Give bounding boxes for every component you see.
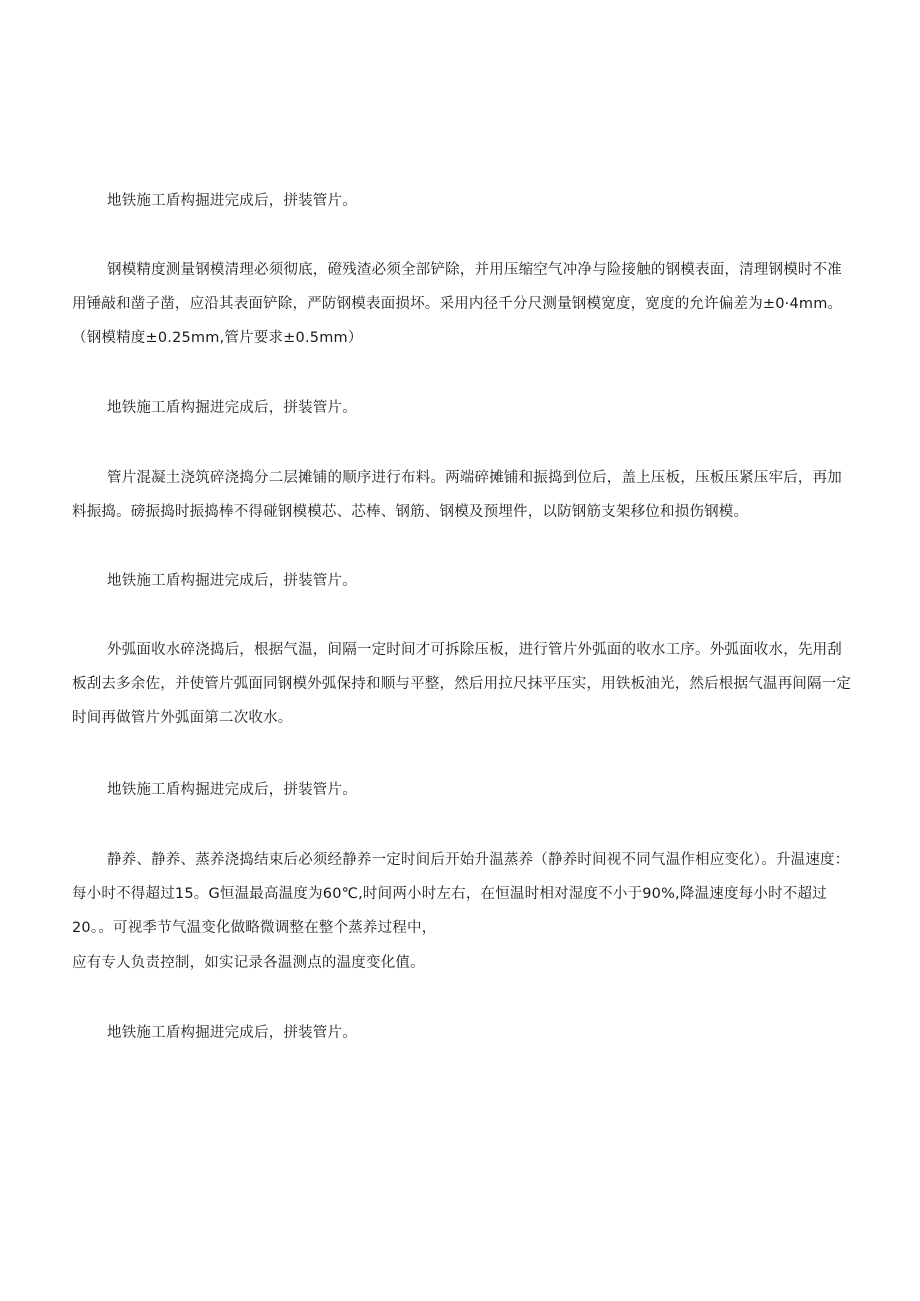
paragraph-curing: 静养、静养、蒸养浇捣结束后必须经静养一定时间后开始升温蒸养（静养时间视不同气温作相应变化）。升温速度：每小时不得超过15。G恒温最高温度为60℃,时间两小时左右，在恒温时相对湿度不小于90%,降温速度每小时不超过20。。可视季节气温变化做略微调整在整个蒸养过程中，: [72, 852, 850, 936]
paragraph-steel-mold-precision: 钢模精度测量钢模清理必须彻底，磴残渣必须全部铲除，并用压缩空气冲净与险接触的钢模表面，清理钢模时不准用锤敲和凿子凿，应沿其表面铲除，严防钢模表面损坏。采用内径千分尺测量钢模宽度，宽度的允许偏差为±0·4mm。（钢模精度±0.25mm,管片要求±0.5mm）: [72, 262, 843, 346]
paragraph-heading-3: 地铁施工盾构掘进完成后，拼装管片。: [107, 573, 357, 589]
paragraph-heading-1: 地铁施工盾构掘进完成后，拼装管片。: [107, 193, 357, 209]
paragraph-heading-2: 地铁施工盾构掘进完成后，拼装管片。: [107, 400, 357, 416]
paragraph-heading-4: 地铁施工盾构掘进完成后，拼装管片。: [107, 782, 357, 798]
paragraph-heading-5: 地铁施工盾构掘进完成后，拼装管片。: [107, 1025, 357, 1041]
paragraph-concrete-pouring: 管片混凝土浇筑碎浇捣分二层摊铺的顺序进行布料。两端碎摊铺和振捣到位后，盖上压板，压板压紧压牢后，再加料振捣。磅振捣时振捣棒不得碰钢模模芯、芯棒、钢筋、钢模及预埋件，以防钢筋支架移位和损伤钢模。: [72, 470, 842, 520]
paragraph-curing-continued: 应有专人负责控制，如实记录各温测点的温度变化值。: [72, 955, 425, 971]
paragraph-outer-arc-finishing: 外弧面收水碎浇捣后，根据气温，间隔一定时间才可拆除压板，进行管片外弧面的收水工序。外弧面收水，先用刮板刮去多余佐，并使管片弧面同钢模外弧保持和顺与平整，然后用拉尺抹平压实，用铁板油光，然后根据气温再间隔一定时间再做管片外弧面第二次收水。: [72, 642, 852, 726]
